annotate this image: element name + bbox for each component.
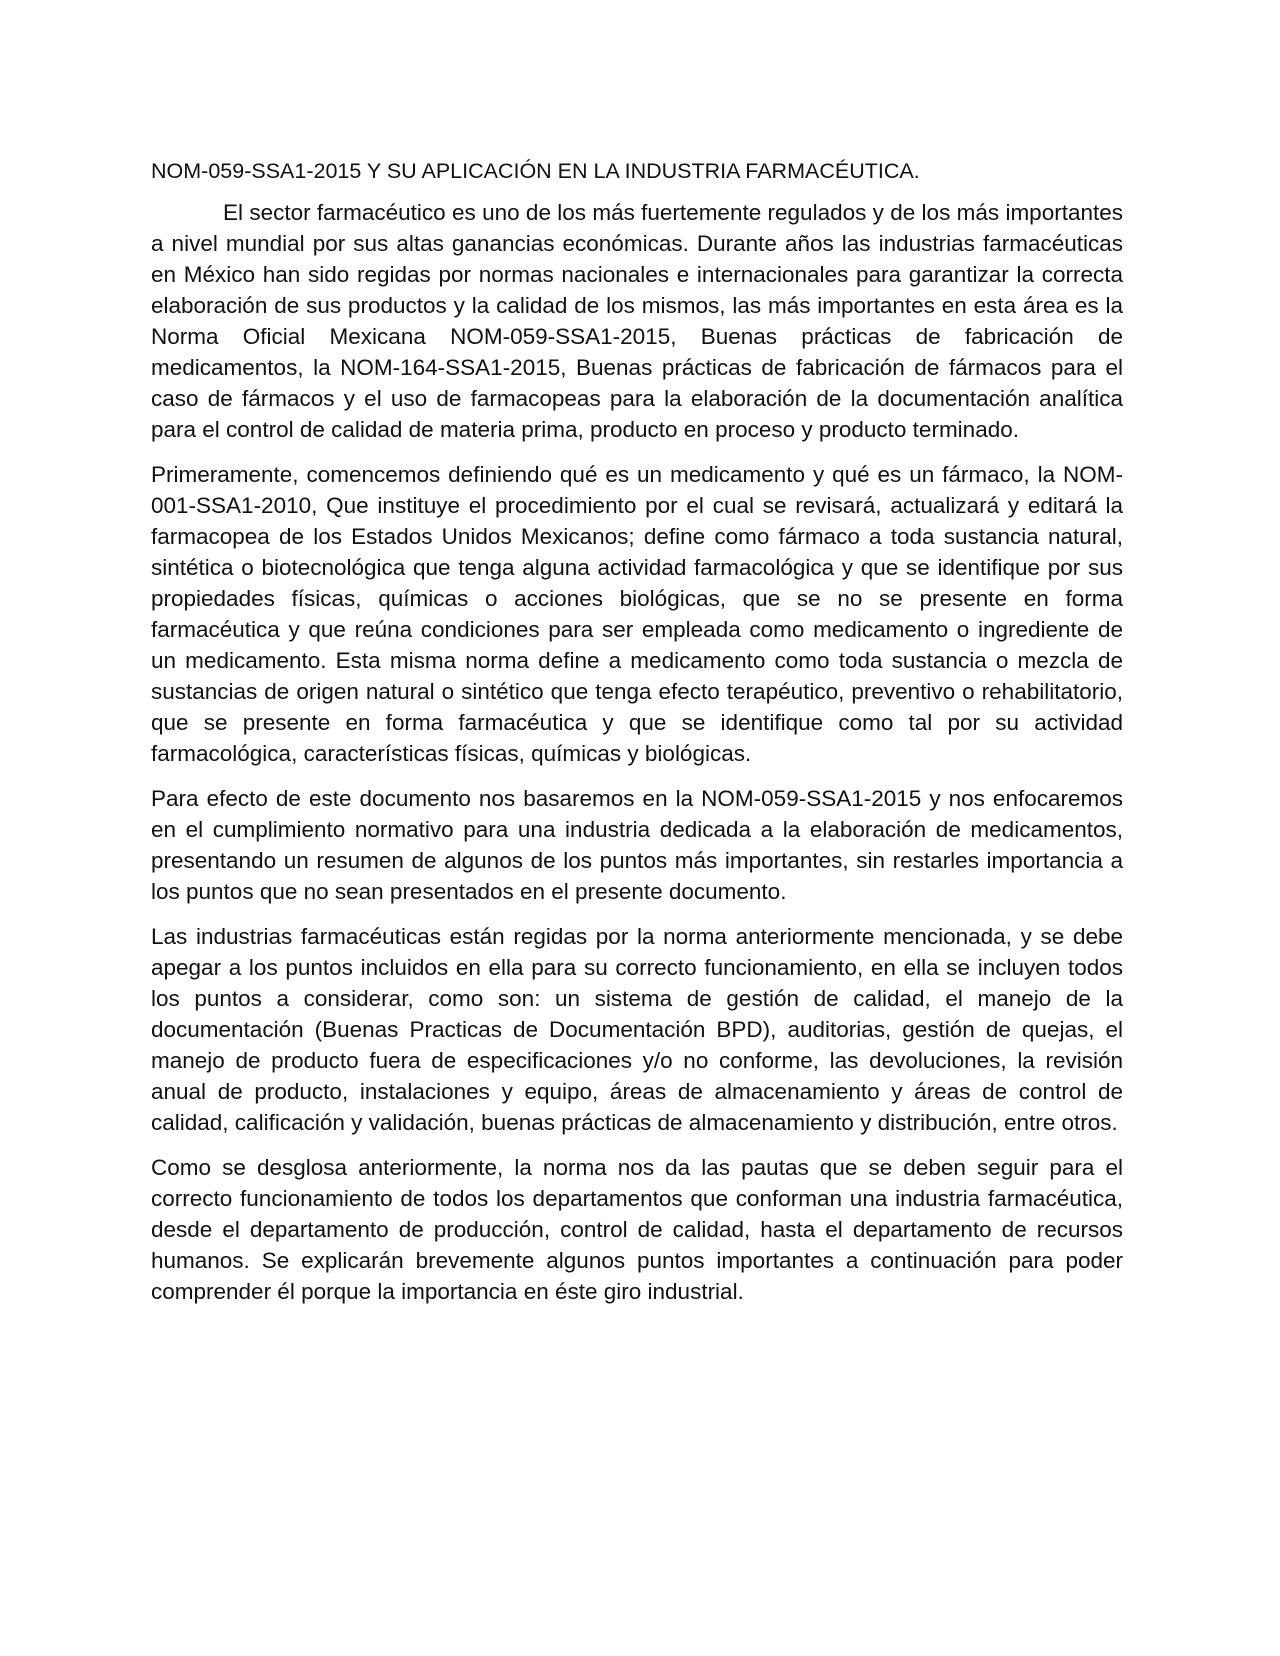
document-title: NOM-059-SSA1-2015 Y SU APLICACIÓN EN LA INDUSTRIA FARMACÉUTICA. bbox=[151, 159, 920, 183]
paragraph-1: El sector farmacéutico es uno de los más fuertemente regulados y de los más importantes a nivel mundial por sus altas ganancias económicas. Durante años las industrias farmacéuticas en México han sido regidas por normas nacionales e internacionales para garantizar la correcta elaboración de sus productos y la calidad de los mismos, las más importantes en esta área es la Norma Oficial Mexicana NOM-059-SSA1-2015, Buenas prácticas de fabricación de medicamentos, la NOM-164-SSA1-2015, Buenas prácticas de fabricación de fármacos para el caso de fármacos y el uso de farmacopeas para la elaboración de la documentación analítica para el control de calidad de materia prima, producto en proceso y producto terminado. bbox=[151, 200, 1123, 442]
document-page bbox=[151, 156, 1123, 1321]
paragraph-2: Primeramente, comencemos definiendo qué es un medicamento y qué es un fármaco, la NOM-001-SSA1-2010, Que instituye el procedimiento por el cual se revisará, actualizará y editará la farmacopea de los Estados Unidos Mexicanos; define como fármaco a toda sustancia natural, sintética o biotecnológica que tenga alguna actividad farmacológica y que se identifique por sus propiedades físicas, químicas o acciones biológicas, que se no se presente en forma farmacéutica y que reúna condiciones para ser empleada como medicamento o ingrediente de un medicamento. Esta misma norma define a medicamento como toda sustancia o mezcla de sustancias de origen natural o sintético que tenga efecto terapéutico, preventivo o rehabilitatorio, que se presente en forma farmacéutica y que se identifique como tal por su actividad farmacológica, características físicas, químicas y biológicas. bbox=[151, 462, 1123, 766]
paragraph-3: Para efecto de este documento nos basaremos en la NOM-059-SSA1-2015 y nos enfocaremos en el cumplimiento normativo para una industria dedicada a la elaboración de medicamentos, presentando un resumen de algunos de los puntos más importantes, sin restarles importancia a los puntos que no sean presentados en el presente documento. bbox=[151, 786, 1123, 904]
paragraph-4: Las industrias farmacéuticas están regidas por la norma anteriormente mencionada, y se debe apegar a los puntos incluidos en ella para su correcto funcionamiento, en ella se incluyen todos los puntos a considerar, como son: un sistema de gestión de calidad, el manejo de la documentación (Buenas Practicas de Documentación BPD), auditorias, gestión de quejas, el manejo de producto fuera de especificaciones y/o no conforme, las devoluciones, la revisión anual de producto, instalaciones y equipo, áreas de almacenamiento y áreas de control de calidad, calificación y validación, buenas prácticas de almacenamiento y distribución, entre otros. bbox=[151, 924, 1123, 1135]
paragraph-5: Como se desglosa anteriormente, la norma nos da las pautas que se deben seguir para el correcto funcionamiento de todos los departamentos que conforman una industria farmacéutica, desde el departamento de producción, control de calidad, hasta el departamento de recursos humanos. Se explicarán brevemente algunos puntos importantes a continuación para poder comprender él porque la importancia en éste giro industrial. bbox=[151, 1155, 1123, 1304]
